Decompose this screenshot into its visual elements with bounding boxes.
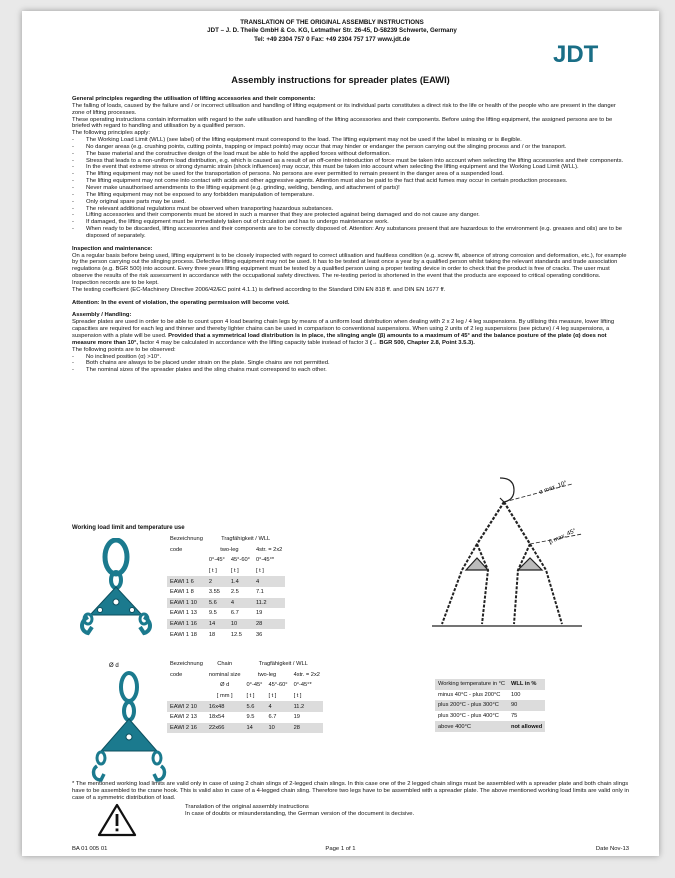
table-cell: 90: [508, 700, 545, 711]
table-cell: minus 40°C - plus 200°C: [438, 691, 501, 698]
wll-table-1: [167, 534, 285, 640]
table-cell: 22x66: [206, 723, 244, 734]
table-cell: 6.7: [268, 714, 277, 721]
table-cell: 16x48: [206, 701, 244, 712]
table-cell: 4: [228, 598, 253, 609]
general-paragraph: The following principles apply:: [72, 130, 150, 137]
list-item: - Both chains are always to be placed under strain on the plate. Single chains are not permitted.: [72, 360, 627, 367]
column-header: two-leg: [220, 546, 239, 553]
table-cell: 7.1: [255, 589, 264, 596]
table-row: [167, 723, 323, 734]
table-row: [167, 701, 323, 712]
table-cell: 10: [265, 723, 290, 734]
table-cell: plus 300°C - plus 400°C: [438, 713, 499, 720]
assembly-bold-text: Provided that a symmetrical load distribution is in place, the slinging angle (β) amounts to a maximum of 45° and the balance posture of the plate (α) does not measure more than 10°,: [72, 333, 607, 346]
table-cell: 9.5: [208, 610, 217, 617]
table-cell: 18x54: [208, 714, 225, 721]
list-item: - Only original spare parts may be used.: [72, 199, 627, 206]
translation-note: [185, 804, 485, 818]
table-cell: EAWI 1 13: [170, 610, 197, 617]
document-page: [22, 11, 659, 856]
jdt-logo: [551, 38, 615, 68]
document-number: BA 01 005 01: [72, 846, 108, 852]
table-cell: 1.4: [228, 576, 253, 587]
table-cell: 19: [255, 610, 263, 617]
temperature-table: [435, 679, 545, 732]
list-item: - The lifting equipment may not be used for the transportation of persons. No persons are ever permitted to remain present in the danger area of a suspended load.: [72, 171, 627, 178]
chain-sling-diagram: [422, 474, 602, 639]
table-row: [435, 721, 545, 732]
translation-line-1: Translation of the original assembly instructions: [185, 804, 309, 810]
header-contact-line: Tel: +49 2304 757 0 Fax: +49 2304 757 177 www.jdt.de: [254, 35, 410, 43]
table-cell: 5.6: [206, 598, 228, 609]
inspection-paragraph: On a regular basis before being used, lifting equipment is to be closely inspected with regard to correct utilisation and faultless condition (e.g. screw fit, absence of strong corrosion and deformation, etc.), for example by the person carrying out the slinging process. Defective lifting equipment may not be used. It has to be tested at least once a year by a qualified person whilst taking the relevant standards and trade association regulations (e.g. BGR 500) into account. Every three years lifting equipment must be tested by a qualified person using a proper testing device in order to check that the product is free of cracks. The user must observe the results of the risk assessment in accordance with the occupational safety directives. The re-testing period is shortened in the event that the products are exposed to critical operating conditions. Inspection records are to be kept.: [72, 252, 627, 286]
column-header: 45°-60°: [230, 557, 250, 564]
diameter-label: Ø d: [109, 663, 119, 669]
list-item: - The lifting equipment may not be exposed to any forbidden manipulation of temperature.: [72, 192, 627, 199]
list-item: - When ready to be discarded, lifting accessories and their components are to be correctly disposed of. Attention: Any substances present that are hazardous to the environment (e.g. greases and oils) are to be disposed of separately.: [72, 226, 627, 240]
table-cell: 19: [293, 714, 300, 721]
column-header: 0°-45°: [246, 682, 263, 689]
assembly-heading: Assembly / Handling:: [72, 312, 132, 319]
column-header: 0°-45°*: [293, 682, 312, 689]
assembly-text: Spreader plates are used in order to be able to count upon 4 load bearing chain legs by means of a uniform load distribution when dealing with 2 x 2 leg / 4 leg suspensions. By utilising this measure, lower lifting capacities are required for each leg and thinner and thereby lighter chains can be used in comparison to conventional suspensions. When using 2 units of 2 leg suspensions (see picture) / 4 leg suspensions, a suspension with a plate will be used.: [72, 319, 615, 339]
table-cell: plus 200°C - plus 300°C: [435, 700, 508, 711]
table-row: [435, 690, 545, 701]
wll-table-2: [167, 659, 323, 733]
table-row: [435, 711, 545, 722]
warning-icon: [97, 803, 137, 837]
translation-line-2: In case of doubts or misunderstanding, the German version of the document is decisive.: [185, 811, 415, 817]
table-cell: EAWI 1 10: [167, 598, 206, 609]
unit-label: [ mm ]: [216, 693, 233, 700]
unit-label: [ t ]: [230, 568, 239, 575]
principles-list: [72, 137, 627, 240]
column-header: 4str. = 2x2: [293, 671, 320, 678]
column-header: nominal size: [208, 671, 241, 678]
table-cell: EAWI 1 18: [170, 631, 197, 638]
list-item: - The lifting equipment may not come into contact with acids and other aggressive agents. Attention must also be paid to the fact that acid fumes may occur in certain production processes.: [72, 178, 627, 185]
table-row: [167, 629, 285, 640]
table-row: [167, 598, 285, 609]
assembly-list: [72, 354, 627, 375]
spreader-plate-illustration-2: [87, 659, 167, 784]
document-header: [172, 19, 492, 44]
column-header: Tragfähigkeit / WLL: [258, 661, 308, 668]
column-header: Working temperature in °C: [435, 679, 508, 690]
general-paragraph: These operating instructions contain information with regard to the safe utilisation and handling of the lifting accessories and their components. Before using the lifting equipment, the assigned persons are to be briefed with regard to handling and utilisation by a qualified person.: [72, 116, 613, 130]
wll-heading: Working load limit and temperature use: [72, 525, 185, 531]
list-item: - The Working Load Limit (WLL) (see label) of the lifting equipment must correspond to the load. The lifting equipment may not be used if the label is missing or is illegible.: [72, 137, 627, 144]
spreader-plate-illustration: [74, 538, 159, 643]
column-header: WLL in %: [508, 679, 545, 690]
table-cell: 10: [228, 619, 253, 630]
unit-label: [ t ]: [246, 693, 255, 700]
inspection-paragraph: The testing coefficient (EC-Machinery Directive 2006/42/EC point 4.1.1) is defined according to the Standard DIN EN 818 ff. and DIN EN 1677 ff.: [72, 286, 446, 293]
page-title: Assembly instructions for spreader plates (EAWI): [231, 75, 450, 85]
table-cell: 6.7: [230, 610, 239, 617]
table-cell: 5.6: [244, 701, 266, 712]
table-cell: EAWI 2 16: [167, 723, 206, 734]
table-header-row: [435, 679, 545, 690]
table-cell: 9.5: [246, 714, 255, 721]
list-item: - The nominal sizes of the spreader plates and the sling chains must correspond to each other.: [72, 367, 627, 374]
column-header: 0°-45°*: [255, 557, 275, 564]
angle-alpha-label: α max. 10°: [538, 480, 568, 496]
list-item: - No inclined position (α) >10°.: [72, 354, 627, 361]
column-header: 0°-45°: [208, 557, 225, 564]
table-cell: EAWI 2 10: [167, 701, 206, 712]
unit-label: [ t ]: [255, 568, 264, 575]
attention-note: Attention: In the event of violation, the operating permission will become void.: [72, 299, 290, 306]
table-cell: above 400°C: [435, 721, 508, 732]
table-cell: 12.5: [230, 631, 242, 638]
table-cell: 36: [255, 631, 263, 638]
angle-beta-label: β max. 45°: [548, 528, 578, 546]
list-item: - The relevant additional regulations must be observed when transporting hazardous substances.: [72, 206, 627, 213]
table-cell: 3.55: [208, 589, 220, 596]
table-row: [435, 700, 545, 711]
table-row: [167, 587, 285, 598]
assembly-reference: (→ BGR 500, Chapter 2.8, Point 3.5.3).: [369, 339, 475, 346]
table-row: [167, 619, 285, 630]
table-row: [167, 712, 323, 723]
assembly-tail-text: factor 4 may be calculated in accordance with the lifting capacity table instead of factor 3: [139, 339, 369, 346]
column-header: code: [170, 671, 183, 678]
table-cell: 18: [208, 631, 216, 638]
table-cell: 4: [265, 701, 290, 712]
table-cell: 11.2: [291, 701, 323, 712]
inspection-heading: Inspection and maintenance:: [72, 245, 153, 252]
document-body: [72, 96, 627, 374]
table-cell: EAWI 1 6: [167, 576, 206, 587]
column-header: 45°-60°: [268, 682, 288, 689]
unit-label: [ t ]: [268, 693, 277, 700]
column-header: code: [170, 546, 183, 553]
table-cell: 2: [206, 576, 228, 587]
page-number: Page 1 of 1: [325, 846, 356, 852]
general-heading: General principles regarding the utilisation of lifting accessories and their components:: [72, 96, 316, 102]
column-header: Ø d: [220, 682, 230, 689]
column-header: Bezeichnung: [170, 661, 203, 668]
list-item: - The base material and the constructive design of the load must be able to hold the applied forces without deformation.: [72, 151, 627, 158]
footnote: * The mentioned working load limits are valid only in case of using 2 chain slings of 2-legged chain slings. In this case one of the 2 legged chain slings must be assembled with a spreader plate and both chain slings have to be assembled to the crane hook. This is valid also in case of a 4-legged chain sling. Therefore two legs have to be assembled with a spreader plate. The above mentioned working load limits are valid only in case of a symmetric distribution of load.: [72, 781, 629, 801]
column-header: 4str. = 2x2: [255, 546, 283, 553]
table-cell: 100: [510, 691, 521, 698]
table-cell: 75: [510, 713, 518, 720]
table-cell: 14: [244, 723, 266, 734]
list-item: - If damaged, the lifting equipment must be immediately taken out of circulation and has to undergo maintenance work.: [72, 219, 627, 226]
table-cell: 28: [253, 619, 285, 630]
general-paragraph: The falling of loads, caused by the failure and / or incorrect utilisation and handling of lifting equipment or its individual parts constitutes a direct risk to the life or health of the people who are present in the danger zone of lifting processes.: [72, 102, 616, 116]
assembly-paragraph: The following points are to be observed:: [72, 346, 176, 353]
table-cell: 4: [253, 576, 285, 587]
column-header: two-leg: [257, 671, 277, 678]
table-cell: 28: [291, 723, 323, 734]
table-cell: EAWI 2 13: [170, 714, 197, 721]
table-cell: EAWI 1 8: [170, 589, 194, 596]
table-cell: 2.5: [230, 589, 239, 596]
document-date: Date Nov-13: [595, 846, 629, 852]
table-row: [167, 576, 285, 587]
column-header: Tragfähigkeit / WLL: [221, 536, 271, 543]
table-cell: not allowed: [508, 721, 545, 732]
list-item: - Lifting accessories and their components must be stored in such a manner that they are protected against being damaged and do not cause any danger.: [72, 212, 627, 219]
table-cell: 14: [206, 619, 228, 630]
header-company-line: JDT – J. D. Theile GmbH & Co. KG, Letmather Str. 26-45, D-58239 Schwerte, Germany: [207, 27, 457, 35]
unit-label: [ t ]: [208, 568, 217, 575]
header-line-1: TRANSLATION OF THE ORIGINAL ASSEMBLY INSTRUCTIONS: [240, 19, 424, 26]
column-header: Bezeichnung: [170, 536, 203, 543]
column-header: Chain: [217, 661, 233, 668]
list-item: - In the event that extreme stress or strong dynamic strain (shock influences) may occur, this must be taken into account when selecting the lifting equipment and the Working Load Limit (WLL).: [72, 164, 627, 171]
assembly-paragraph: [72, 319, 627, 346]
unit-label: [ t ]: [293, 693, 302, 700]
table-cell: EAWI 1 16: [167, 619, 206, 630]
list-item: - Stress that leads to a non-uniform load distribution, e.g. which is caused as a result of an off-centre introduction of force must be taken into account when selecting the lifting accessories and their components.: [72, 158, 627, 165]
list-item: - No danger areas (e.g. crushing points, cutting points, trapping or impact points) may occur that may hinder or endanger the person carrying out the slinging process and / or the transport.: [72, 144, 627, 151]
table-row: [167, 608, 285, 619]
logo-text: JDT: [553, 41, 599, 68]
table-cell: 11.2: [253, 598, 285, 609]
list-item: - Never make unauthorised amendments to the lifting equipment (e.g. grinding, welding, bending, and attachment of parts)!: [72, 185, 627, 192]
